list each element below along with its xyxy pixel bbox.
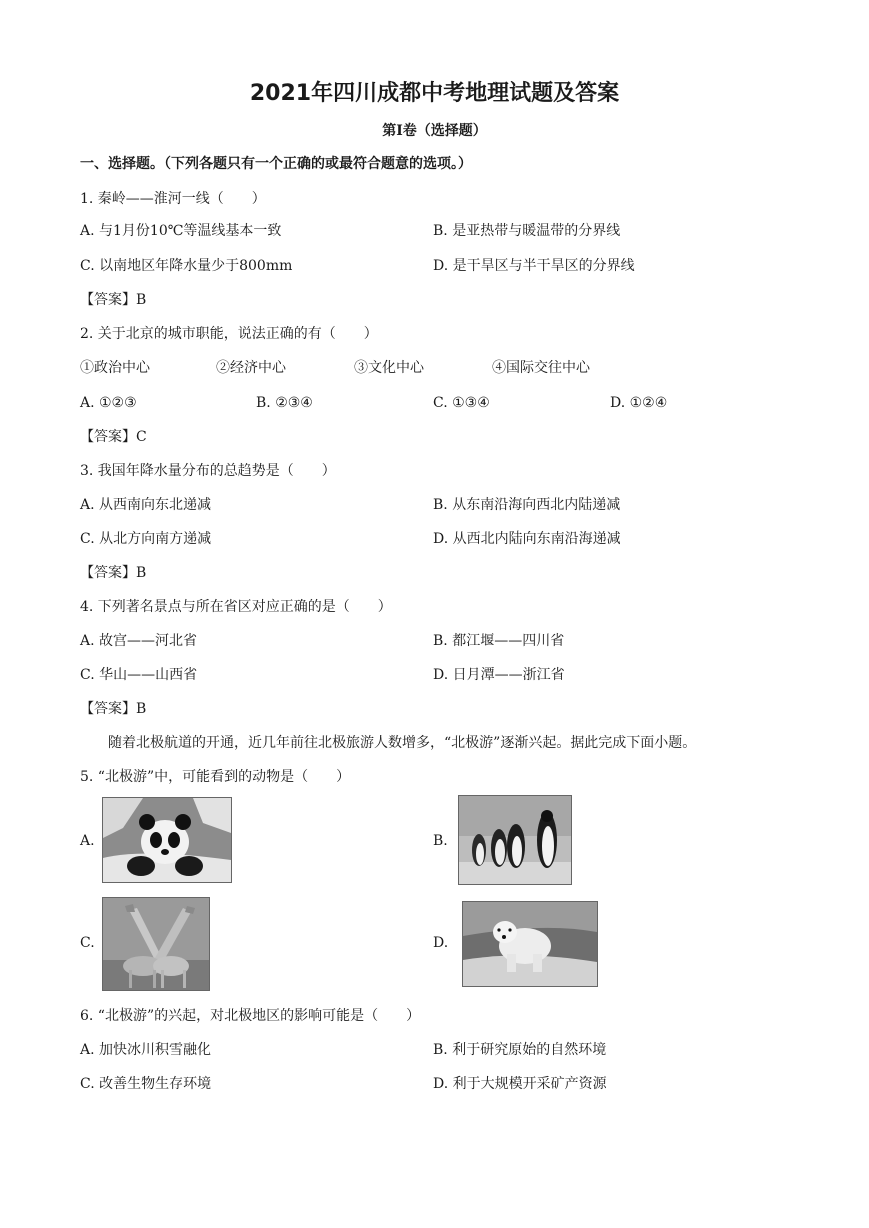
q6-option-b: B. 利于研究原始的自然环境 bbox=[433, 1042, 607, 1058]
q1-option-d: D. 是干旱区与半干旱区的分界线 bbox=[433, 258, 635, 274]
q6-stem: 6. “北极游”的兴起，对北极地区的影响可能是（ ） bbox=[80, 1008, 421, 1024]
q2-item-4: ④国际交往中心 bbox=[492, 360, 590, 376]
q4-answer: 【答案】B bbox=[80, 701, 147, 717]
q2-option-c: C. ①③④ bbox=[433, 395, 490, 411]
q5-option-a-label: A. bbox=[80, 833, 95, 849]
q1-option-b: B. 是亚热带与暖温带的分界线 bbox=[433, 223, 621, 239]
giraffes-photo bbox=[102, 897, 210, 991]
reading-passage: 随着北极航道的开通，近几年前往北极旅游人数增多，“北极游”逐渐兴起。据此完成下面小题。 bbox=[108, 735, 697, 751]
q1-option-c: C. 以南地区年降水量少于800mm bbox=[80, 258, 293, 274]
q4-option-a: A. 故宫——河北省 bbox=[80, 633, 198, 649]
q3-option-b: B. 从东南沿海向西北内陆递减 bbox=[433, 497, 621, 513]
q3-option-c: C. 从北方向南方递减 bbox=[80, 531, 212, 547]
q5-option-c-label: C. bbox=[80, 935, 95, 951]
q4-option-d: D. 日月潭——浙江省 bbox=[433, 667, 565, 683]
q2-answer: 【答案】C bbox=[80, 429, 147, 445]
q6-option-c: C. 改善生物生存环境 bbox=[80, 1076, 212, 1092]
q4-option-b: B. 都江堰——四川省 bbox=[433, 633, 565, 649]
q5-option-d-label: D. bbox=[433, 935, 449, 951]
q2-item-2: ②经济中心 bbox=[216, 360, 286, 376]
q1-stem: 1. 秦岭——淮河一线（ ） bbox=[80, 191, 266, 207]
q4-stem: 4. 下列著名景点与所在省区对应正确的是（ ） bbox=[80, 599, 392, 615]
q4-option-c: C. 华山——山西省 bbox=[80, 667, 198, 683]
section-heading: 一、选择题。（下列各题只有一个正确的或最符合题意的选项。） bbox=[80, 156, 472, 172]
q2-option-b: B. ②③④ bbox=[256, 395, 313, 411]
q6-option-a: A. 加快冰川积雪融化 bbox=[80, 1042, 212, 1058]
polar-bear-photo bbox=[462, 901, 598, 987]
q3-option-a: A. 从西南向东北递减 bbox=[80, 497, 212, 513]
q2-item-1: ①政治中心 bbox=[80, 360, 150, 376]
panda-photo bbox=[102, 797, 232, 883]
q6-option-d: D. 利于大规模开采矿产资源 bbox=[433, 1076, 607, 1092]
q2-option-a: A. ①②③ bbox=[80, 395, 137, 411]
q5-stem: 5. “北极游”中，可能看到的动物是（ ） bbox=[80, 769, 351, 785]
q2-item-3: ③文化中心 bbox=[354, 360, 424, 376]
part-heading: 第Ⅰ卷（选择题） bbox=[382, 123, 487, 139]
q2-option-d: D. ①②④ bbox=[610, 395, 668, 411]
q3-stem: 3. 我国年降水量分布的总趋势是（ ） bbox=[80, 463, 336, 479]
q3-option-d: D. 从西北内陆向东南沿海递减 bbox=[433, 531, 621, 547]
q1-option-a: A. 与1月份10℃等温线基本一致 bbox=[80, 223, 282, 239]
penguins-photo bbox=[458, 795, 572, 885]
q5-option-b-label: B. bbox=[433, 833, 448, 849]
q2-stem: 2. 关于北京的城市职能，说法正确的有（ ） bbox=[80, 326, 378, 342]
q3-answer: 【答案】B bbox=[80, 565, 147, 581]
q1-answer: 【答案】B bbox=[80, 292, 147, 308]
doc-title: 2021年四川成都中考地理试题及答案 bbox=[249, 81, 620, 106]
